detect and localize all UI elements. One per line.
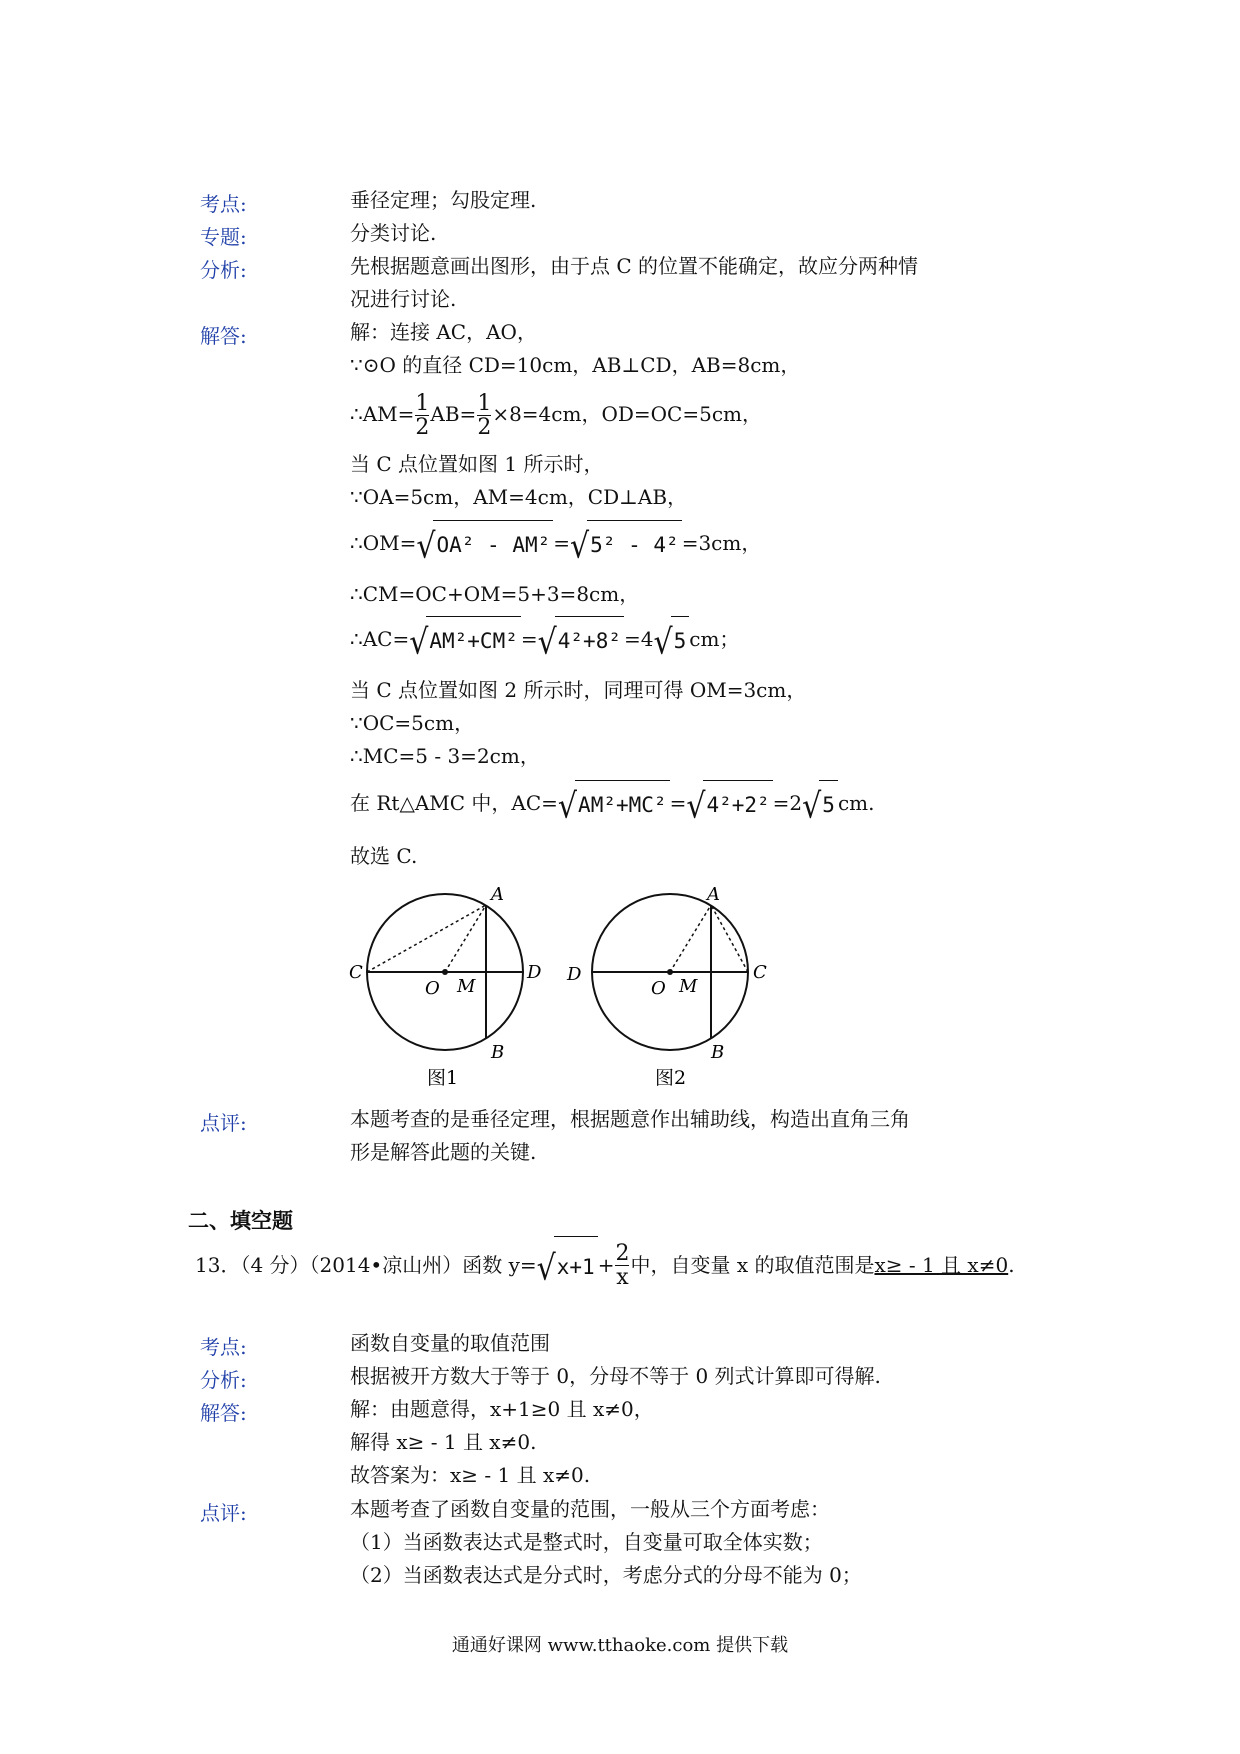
- point-b-label: B: [491, 1042, 505, 1063]
- point-c-label: C: [349, 962, 363, 983]
- text: =4: [623, 626, 654, 651]
- point-m-label: M: [457, 976, 476, 997]
- point-m-label: M: [679, 976, 698, 997]
- point-a-label: A: [491, 884, 504, 905]
- zhuanti-text: 分类讨论.: [350, 221, 437, 245]
- kaodian-text: 垂径定理；勾股定理.: [350, 188, 537, 212]
- figure-1-caption: 图1: [427, 1067, 459, 1089]
- segment-ac: [711, 905, 748, 972]
- label-jieda: 解答:: [200, 324, 247, 348]
- fenxi-line-1: 先根据题意画出图形，由于点 C 的位置不能确定，故应分两种情: [350, 254, 919, 278]
- q13-dianping-line-3: （2）当函数表达式是分式时，考虑分式的分母不能为 0；: [350, 1563, 862, 1587]
- text: ∴AC=: [350, 626, 410, 651]
- label-fenxi: 分析:: [200, 1368, 247, 1392]
- numerator: 1: [415, 390, 430, 416]
- figure-2: [566, 884, 767, 1089]
- label-kaodian: 考点:: [200, 1335, 247, 1359]
- sqrt-expr: [558, 780, 670, 829]
- solution-line-6: [350, 520, 761, 569]
- text: ∴OM=: [350, 530, 417, 555]
- figure-1: [349, 884, 542, 1089]
- radicand: 4²+8²: [555, 616, 624, 663]
- label-zhuanti: 专题:: [200, 225, 247, 249]
- denominator: 2: [415, 414, 430, 440]
- text: cm；: [689, 626, 740, 651]
- solution-line-10: ∵OC=5cm，: [350, 711, 475, 735]
- label-dianping: 点评:: [200, 1501, 247, 1525]
- fenxi-line-2: 况进行讨论.: [350, 287, 457, 311]
- q13-dianping-line-1: 本题考查了函数自变量的范围，一般从三个方面考虑：: [350, 1497, 830, 1521]
- radical-sign: √: [409, 621, 429, 663]
- question-text: 13．（4 分）（2014•凉山州）函数 y=: [195, 1252, 537, 1277]
- fraction-half: [415, 390, 430, 440]
- point-a-label: A: [707, 884, 720, 905]
- sqrt-expr: [538, 616, 624, 665]
- label-jieda: 解答:: [200, 1401, 247, 1425]
- q13-dianping-line-2: （1）当函数表达式是整式时，自变量可取全体实数；: [350, 1530, 823, 1554]
- q13-solution-line-1: 解：由题意得，x+1≥0 且 x≠0，: [350, 1397, 654, 1421]
- solution-line-4: 当 C 点位置如图 1 所示时，: [350, 452, 604, 476]
- text: cm.: [837, 790, 875, 815]
- center-dot: [442, 969, 448, 975]
- dianping-line-1: 本题考查的是垂径定理，根据题意作出辅助线，构造出直角三角: [350, 1107, 910, 1131]
- text: =: [520, 626, 538, 651]
- q13-solution-line-3: 故答案为：x≥ - 1 且 x≠0.: [350, 1463, 591, 1487]
- q13-kaodian-text: 函数自变量的取值范围: [350, 1331, 550, 1355]
- denominator: x: [616, 1265, 629, 1291]
- radical-sign: √: [536, 1247, 556, 1289]
- segment-ac: [367, 905, 486, 972]
- text: =: [553, 530, 571, 555]
- radical-sign: √: [570, 525, 590, 567]
- solution-line-2: ∵⊙O 的直径 CD=10cm，AB⊥CD，AB=8cm，: [350, 353, 801, 377]
- point-d-label: D: [567, 964, 582, 985]
- point-c-label: C: [753, 962, 767, 983]
- dianping-line-2: 形是解答此题的关键.: [350, 1140, 537, 1164]
- numerator: 2: [615, 1241, 630, 1267]
- radicand: 5: [671, 616, 690, 663]
- text: AB=: [430, 402, 477, 426]
- answer-blank: x≥ - 1 且 x≠0: [874, 1252, 1009, 1277]
- radicand: 5: [819, 780, 838, 827]
- text: 在 Rt△AMC 中，AC=: [350, 790, 558, 815]
- text: ∴AM=: [350, 402, 415, 426]
- segment-oa: [445, 905, 486, 972]
- page-footer: 通通好课网 www.tthaoke.com 提供下载: [451, 1635, 789, 1656]
- radical-sign: √: [653, 621, 673, 663]
- q13-solution-line-2: 解得 x≥ - 1 且 x≠0.: [350, 1430, 537, 1454]
- q13-fenxi-text: 根据被开方数大于等于 0，分母不等于 0 列式计算即可得解.: [350, 1364, 881, 1388]
- point-o-label: O: [651, 978, 666, 999]
- radical-sign: √: [557, 785, 578, 827]
- text: .: [1008, 1252, 1015, 1277]
- solution-line-7: ∴CM=OC+OM=5+3=8cm，: [350, 582, 640, 606]
- radicand: OA² - AM²: [433, 520, 553, 567]
- solution-line-1: 解：连接 AC，AO，: [350, 320, 537, 344]
- radicand: AM²+CM²: [426, 616, 521, 663]
- point-d-label: D: [527, 962, 542, 983]
- sqrt-expr: [537, 1236, 598, 1297]
- question-text: 中，自变量 x 的取值范围是: [630, 1252, 875, 1277]
- text: =3cm，: [681, 530, 762, 555]
- figure-circles: [345, 880, 805, 1090]
- solution-line-8: [350, 616, 739, 665]
- sqrt-expr: [409, 616, 521, 665]
- text: =: [669, 790, 687, 815]
- label-dianping: 点评:: [200, 1111, 247, 1135]
- sqrt-expr: [802, 780, 838, 829]
- solution-line-3: [350, 386, 762, 442]
- point-o-label: O: [425, 978, 440, 999]
- solution-line-9: 当 C 点位置如图 2 所示时，同理可得 OM=3cm，: [350, 678, 807, 702]
- fraction: [615, 1243, 629, 1289]
- radical-sign: √: [802, 785, 822, 827]
- radicand: x+1: [554, 1236, 598, 1295]
- segment-oa: [670, 905, 711, 972]
- solution-line-12: [350, 780, 874, 829]
- text: ×8=4cm，OD=OC=5cm，: [492, 402, 762, 426]
- numerator: 1: [477, 390, 492, 416]
- label-kaodian: 考点:: [200, 192, 247, 216]
- radicand: AM²+MC²: [575, 780, 670, 827]
- solution-line-5: ∵OA=5cm，AM=4cm，CD⊥AB，: [350, 485, 688, 509]
- sqrt-expr: [653, 616, 689, 665]
- radical-sign: √: [416, 525, 436, 567]
- solution-line-11: ∴MC=5 - 3=2cm，: [350, 744, 540, 768]
- text: =2: [772, 790, 803, 815]
- point-b-label: B: [711, 1042, 725, 1063]
- label-fenxi: 分析:: [200, 258, 247, 282]
- sqrt-expr: [416, 520, 553, 569]
- text: +: [597, 1252, 615, 1277]
- sqrt-expr: [570, 520, 682, 569]
- radicand: 5² - 4²: [587, 520, 682, 567]
- radical-sign: √: [686, 785, 706, 827]
- section-heading: 二、填空题: [188, 1208, 293, 1233]
- sqrt-expr: [686, 780, 772, 829]
- figure-2-caption: 图2: [655, 1067, 687, 1089]
- question-13: [195, 1236, 1015, 1297]
- solution-line-13: 故选 C.: [350, 844, 418, 868]
- denominator: 2: [477, 414, 492, 440]
- radicand: 4²+2²: [703, 780, 772, 827]
- fraction-half: [477, 390, 492, 440]
- radical-sign: √: [537, 621, 557, 663]
- center-dot: [667, 969, 673, 975]
